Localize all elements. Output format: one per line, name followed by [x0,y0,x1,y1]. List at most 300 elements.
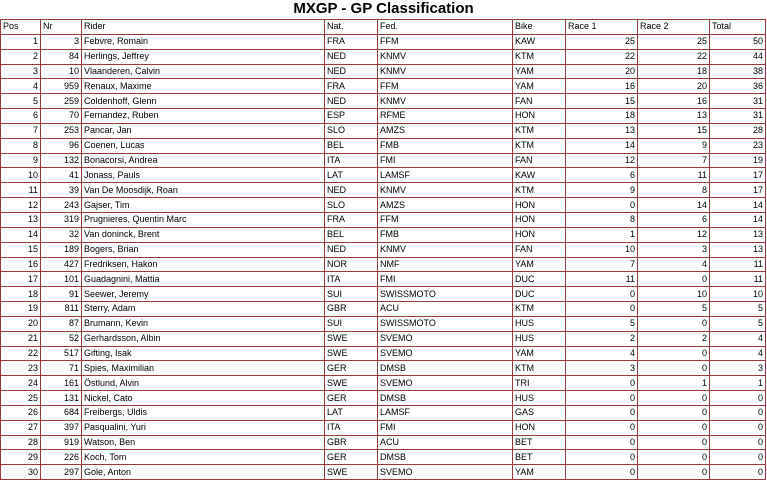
cell-rider: Nickel, Cato [82,391,325,406]
cell-nat: FRA [325,34,378,49]
cell-pos: 22 [1,346,41,361]
cell-total: 17 [710,168,766,183]
cell-bike: HUS [513,316,566,331]
cell-bike: YAM [513,64,566,79]
cell-fed: DMSB [378,450,513,465]
cell-fed: FMI [378,420,513,435]
table-row [1,405,766,420]
cell-pos: 25 [1,391,41,406]
cell-total: 14 [710,198,766,213]
cell-fed: FMI [378,153,513,168]
cell-rider: Pasqualini, Yuri [82,420,325,435]
cell-pos: 6 [1,109,41,124]
cell-nr: 91 [41,287,82,302]
cell-nr: 517 [41,346,82,361]
cell-fed: KNMV [378,94,513,109]
cell-fed: SVEMO [378,346,513,361]
cell-race1: 0 [566,450,638,465]
cell-total: 31 [710,94,766,109]
table-row [1,198,766,213]
table-row [1,435,766,450]
cell-fed: SWISSMOTO [378,316,513,331]
cell-total: 14 [710,212,766,227]
cell-nat: GER [325,361,378,376]
cell-nr: 71 [41,361,82,376]
table-row [1,34,766,49]
table-row [1,212,766,227]
cell-pos: 4 [1,79,41,94]
cell-nat: NED [325,183,378,198]
cell-nat: GER [325,450,378,465]
cell-nr: 87 [41,316,82,331]
cell-race2: 12 [638,227,710,242]
cell-rider: Renaux, Maxime [82,79,325,94]
table-row [1,123,766,138]
table-row [1,316,766,331]
cell-nat: SLO [325,198,378,213]
table-row [1,465,766,480]
cell-rider: Coldenhoff, Glenn [82,94,325,109]
cell-total: 0 [710,420,766,435]
cell-race1: 0 [566,198,638,213]
cell-bike: KTM [513,49,566,64]
cell-pos: 2 [1,49,41,64]
page-title: MXGP - GP Classification [293,0,474,17]
cell-total: 11 [710,272,766,287]
cell-fed: KNMV [378,183,513,198]
cell-fed: FFM [378,79,513,94]
cell-race2: 4 [638,257,710,272]
cell-fed: FMB [378,227,513,242]
cell-total: 23 [710,138,766,153]
cell-fed: KNMV [378,242,513,257]
cell-total: 50 [710,34,766,49]
cell-rider: Guadagnini, Mattia [82,272,325,287]
cell-nr: 297 [41,465,82,480]
cell-race2: 0 [638,272,710,287]
cell-fed: DMSB [378,361,513,376]
cell-race1: 0 [566,405,638,420]
cell-bike: KTM [513,302,566,317]
table-row [1,242,766,257]
cell-bike: KTM [513,361,566,376]
cell-nr: 41 [41,168,82,183]
cell-pos: 9 [1,153,41,168]
cell-nat: ITA [325,153,378,168]
cell-total: 13 [710,227,766,242]
table-row [1,287,766,302]
cell-fed: ACU [378,302,513,317]
cell-nat: NED [325,94,378,109]
cell-nat: BEL [325,138,378,153]
cell-race2: 7 [638,153,710,168]
cell-rider: Herlings, Jeffrey [82,49,325,64]
cell-race2: 0 [638,346,710,361]
cell-nr: 101 [41,272,82,287]
cell-pos: 8 [1,138,41,153]
cell-total: 0 [710,450,766,465]
cell-fed: FFM [378,34,513,49]
cell-race1: 15 [566,94,638,109]
cell-nr: 243 [41,198,82,213]
cell-bike: YAM [513,465,566,480]
cell-nr: 684 [41,405,82,420]
cell-bike: HON [513,198,566,213]
cell-bike: HON [513,420,566,435]
cell-bike: HUS [513,391,566,406]
cell-fed: LAMSF [378,168,513,183]
cell-rider: Watson, Ben [82,435,325,450]
cell-rider: Gifting, Isak [82,346,325,361]
cell-total: 44 [710,49,766,64]
cell-total: 0 [710,465,766,480]
cell-nat: FRA [325,212,378,227]
cell-nr: 132 [41,153,82,168]
cell-nr: 32 [41,227,82,242]
table-row [1,346,766,361]
cell-bike: KTM [513,123,566,138]
cell-fed: ACU [378,435,513,450]
cell-rider: Jonass, Pauls [82,168,325,183]
cell-nr: 919 [41,435,82,450]
cell-race1: 0 [566,287,638,302]
cell-nat: SWE [325,346,378,361]
cell-total: 19 [710,153,766,168]
cell-pos: 13 [1,212,41,227]
column-header-nat: Nat. [325,20,378,35]
cell-bike: FAN [513,242,566,257]
cell-bike: DUC [513,287,566,302]
cell-nr: 397 [41,420,82,435]
cell-pos: 12 [1,198,41,213]
column-header-race1: Race 1 [566,20,638,35]
cell-total: 5 [710,316,766,331]
cell-race2: 0 [638,361,710,376]
cell-nr: 811 [41,302,82,317]
table-row [1,257,766,272]
cell-race2: 9 [638,138,710,153]
cell-pos: 18 [1,287,41,302]
table-row [1,227,766,242]
cell-pos: 14 [1,227,41,242]
column-header-race2: Race 2 [638,20,710,35]
cell-race1: 22 [566,49,638,64]
cell-race2: 22 [638,49,710,64]
cell-bike: KAW [513,168,566,183]
cell-bike: HUS [513,331,566,346]
cell-nat: LAT [325,168,378,183]
cell-fed: FFM [378,212,513,227]
cell-fed: KNMV [378,64,513,79]
cell-rider: Spies, Maximilian [82,361,325,376]
cell-race2: 0 [638,316,710,331]
cell-total: 38 [710,64,766,79]
table-row [1,49,766,64]
cell-rider: Febvre, Romain [82,34,325,49]
cell-fed: SVEMO [378,376,513,391]
cell-nat: GER [325,391,378,406]
cell-nr: 52 [41,331,82,346]
cell-nat: SUI [325,287,378,302]
table-row [1,331,766,346]
cell-bike: KTM [513,183,566,198]
cell-race1: 12 [566,153,638,168]
cell-nr: 253 [41,123,82,138]
cell-nr: 96 [41,138,82,153]
cell-total: 31 [710,109,766,124]
cell-fed: FMI [378,272,513,287]
cell-bike: BET [513,435,566,450]
cell-nr: 39 [41,183,82,198]
cell-rider: Van doninck, Brent [82,227,325,242]
cell-pos: 16 [1,257,41,272]
cell-rider: Brumann, Kevin [82,316,325,331]
cell-nr: 259 [41,94,82,109]
cell-race1: 8 [566,212,638,227]
cell-race2: 0 [638,420,710,435]
cell-bike: KAW [513,34,566,49]
table-row [1,302,766,317]
cell-rider: Coenen, Lucas [82,138,325,153]
cell-total: 10 [710,287,766,302]
cell-race1: 0 [566,302,638,317]
table-row [1,94,766,109]
table-header-row [1,20,766,35]
cell-race1: 0 [566,420,638,435]
cell-bike: BET [513,450,566,465]
cell-pos: 24 [1,376,41,391]
cell-race1: 0 [566,465,638,480]
cell-nr: 427 [41,257,82,272]
cell-nat: SLO [325,123,378,138]
cell-pos: 28 [1,435,41,450]
cell-bike: GAS [513,405,566,420]
classification-table [0,19,766,480]
cell-total: 1 [710,376,766,391]
cell-nat: ITA [325,272,378,287]
cell-nr: 189 [41,242,82,257]
cell-bike: FAN [513,94,566,109]
table-row [1,168,766,183]
table-row [1,138,766,153]
table-row [1,376,766,391]
cell-nr: 10 [41,64,82,79]
cell-race2: 13 [638,109,710,124]
cell-race2: 0 [638,465,710,480]
cell-race2: 0 [638,391,710,406]
cell-race2: 0 [638,435,710,450]
cell-rider: Seewer, Jeremy [82,287,325,302]
cell-rider: Vlaanderen, Calvin [82,64,325,79]
cell-rider: Fernandez, Ruben [82,109,325,124]
cell-bike: DUC [513,272,566,287]
table-row [1,183,766,198]
table-row [1,391,766,406]
table-row [1,153,766,168]
cell-pos: 19 [1,302,41,317]
cell-pos: 17 [1,272,41,287]
cell-fed: SVEMO [378,465,513,480]
table-row [1,64,766,79]
cell-race2: 16 [638,94,710,109]
cell-total: 28 [710,123,766,138]
cell-rider: Gole, Anton [82,465,325,480]
cell-race1: 0 [566,391,638,406]
cell-fed: AMZS [378,123,513,138]
cell-race1: 6 [566,168,638,183]
cell-pos: 5 [1,94,41,109]
cell-nat: GBR [325,435,378,450]
cell-pos: 27 [1,420,41,435]
column-header-rider: Rider [82,20,325,35]
cell-rider: Van De Moosdijk, Roan [82,183,325,198]
cell-bike: KTM [513,138,566,153]
cell-nat: SWE [325,376,378,391]
cell-rider: Bonacorsi, Andrea [82,153,325,168]
cell-nr: 226 [41,450,82,465]
cell-rider: Gerhardsson, Albin [82,331,325,346]
cell-total: 0 [710,391,766,406]
cell-nr: 70 [41,109,82,124]
cell-total: 0 [710,405,766,420]
cell-pos: 20 [1,316,41,331]
cell-total: 4 [710,331,766,346]
cell-race2: 8 [638,183,710,198]
cell-nr: 131 [41,391,82,406]
cell-rider: Östlund, Alvin [82,376,325,391]
cell-race1: 4 [566,346,638,361]
cell-nr: 959 [41,79,82,94]
cell-nr: 3 [41,34,82,49]
cell-race1: 5 [566,316,638,331]
cell-fed: SVEMO [378,331,513,346]
cell-race1: 10 [566,242,638,257]
cell-bike: FAN [513,153,566,168]
cell-race2: 3 [638,242,710,257]
cell-pos: 15 [1,242,41,257]
cell-pos: 21 [1,331,41,346]
cell-fed: FMB [378,138,513,153]
cell-nat: GBR [325,302,378,317]
cell-nat: ESP [325,109,378,124]
cell-race1: 11 [566,272,638,287]
cell-pos: 11 [1,183,41,198]
cell-rider: Freibergs, Uldis [82,405,325,420]
cell-race1: 0 [566,435,638,450]
cell-rider: Pancar, Jan [82,123,325,138]
cell-fed: LAMSF [378,405,513,420]
column-header-nr: Nr [41,20,82,35]
cell-nr: 161 [41,376,82,391]
cell-race2: 0 [638,405,710,420]
table-row [1,109,766,124]
cell-race1: 25 [566,34,638,49]
cell-race1: 1 [566,227,638,242]
cell-pos: 10 [1,168,41,183]
cell-bike: HON [513,227,566,242]
cell-total: 11 [710,257,766,272]
cell-pos: 26 [1,405,41,420]
cell-pos: 7 [1,123,41,138]
cell-nat: SUI [325,316,378,331]
cell-nat: SWE [325,331,378,346]
cell-race2: 11 [638,168,710,183]
cell-fed: NMF [378,257,513,272]
cell-nat: NOR [325,257,378,272]
cell-nat: SWE [325,465,378,480]
cell-bike: TRI [513,376,566,391]
cell-race1: 14 [566,138,638,153]
cell-race2: 10 [638,287,710,302]
cell-race2: 18 [638,64,710,79]
table-row [1,272,766,287]
cell-fed: KNMV [378,49,513,64]
table-row [1,79,766,94]
cell-race2: 5 [638,302,710,317]
cell-fed: RFME [378,109,513,124]
column-header-total: Total [710,20,766,35]
cell-bike: YAM [513,79,566,94]
cell-race1: 20 [566,64,638,79]
cell-race2: 0 [638,450,710,465]
cell-race2: 15 [638,123,710,138]
cell-race1: 13 [566,123,638,138]
cell-rider: Bogers, Brian [82,242,325,257]
cell-nat: FRA [325,79,378,94]
cell-rider: Sterry, Adam [82,302,325,317]
cell-total: 0 [710,435,766,450]
cell-bike: HON [513,109,566,124]
table-row [1,450,766,465]
cell-pos: 29 [1,450,41,465]
cell-bike: YAM [513,257,566,272]
cell-pos: 1 [1,34,41,49]
cell-nat: NED [325,242,378,257]
column-header-pos: Pos [1,20,41,35]
cell-nr: 319 [41,212,82,227]
cell-race1: 3 [566,361,638,376]
cell-fed: SWISSMOTO [378,287,513,302]
cell-bike: YAM [513,346,566,361]
cell-race2: 25 [638,34,710,49]
cell-race1: 2 [566,331,638,346]
cell-total: 5 [710,302,766,317]
cell-race1: 16 [566,79,638,94]
cell-nr: 84 [41,49,82,64]
cell-total: 17 [710,183,766,198]
table-row [1,420,766,435]
cell-race2: 14 [638,198,710,213]
cell-race2: 6 [638,212,710,227]
cell-pos: 3 [1,64,41,79]
cell-nat: LAT [325,405,378,420]
cell-total: 3 [710,361,766,376]
cell-fed: DMSB [378,391,513,406]
table-row [1,361,766,376]
cell-race2: 1 [638,376,710,391]
cell-pos: 23 [1,361,41,376]
cell-nat: NED [325,64,378,79]
column-header-bike: Bike [513,20,566,35]
cell-total: 4 [710,346,766,361]
cell-race1: 0 [566,376,638,391]
cell-rider: Prugnieres, Quentin Marc [82,212,325,227]
cell-race1: 9 [566,183,638,198]
cell-race2: 20 [638,79,710,94]
cell-race2: 2 [638,331,710,346]
cell-rider: Fredriksen, Hakon [82,257,325,272]
cell-nat: ITA [325,420,378,435]
